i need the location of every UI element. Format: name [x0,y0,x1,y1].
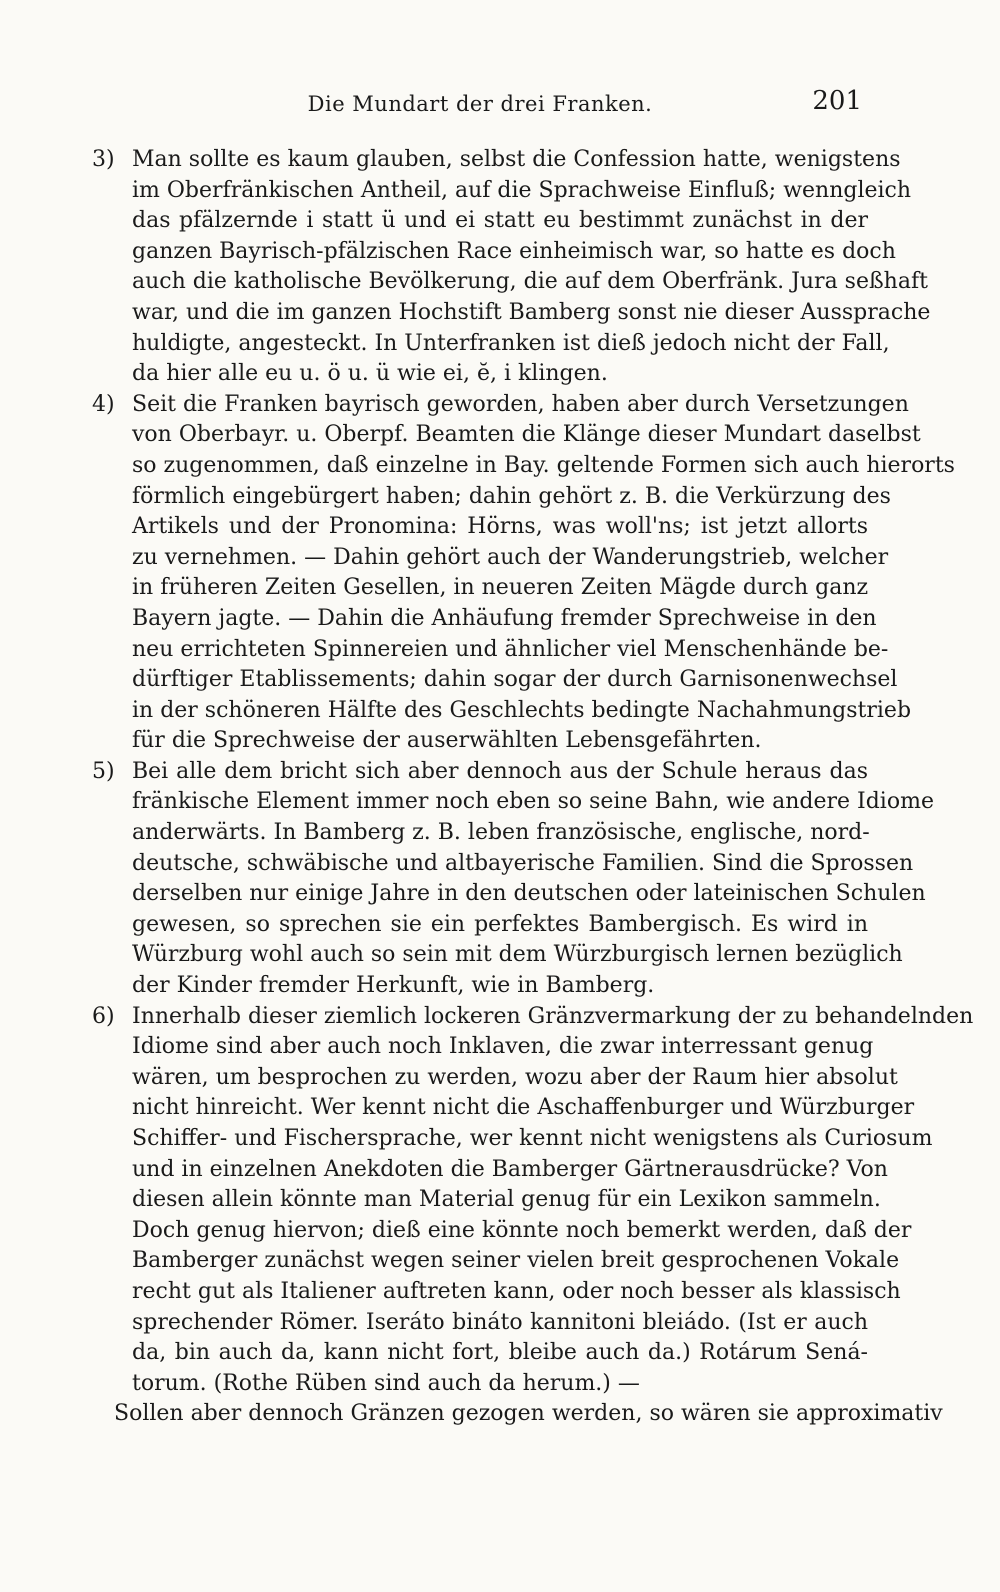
text-line: sprechender Römer. Iseráto bináto kannitoni bleiádo. (Ist er auch [132,1309,868,1335]
text-line: in früheren Zeiten Gesellen, in neueren Zeiten Mägde durch ganz [132,575,869,601]
text-line: neu errichteten Spinnereien und ähnlicher viel Menschenhände be- [132,636,889,662]
text-line: im Oberfränkischen Antheil, auf die Sprachweise Einfluß; wenngleich [132,177,912,203]
page-number: 201 [812,86,862,116]
text-line: Bayern jagte. — Dahin die Anhäufung fremder Sprechweise in den [132,605,877,631]
text-line: Sollen aber dennoch Gränzen gezogen werden, so wären sie approximativ [114,1401,943,1427]
text-line: und in einzelnen Anekdoten die Bamberger Gärtnerausdrücke? Von [132,1156,888,1182]
paragraph-number: 6) [92,1003,115,1029]
text-line: zu vernehmen. — Dahin gehört auch der Wanderungstrieb, welcher [132,544,889,570]
page-header [92,80,868,124]
numbered-paragraph-6 [92,1002,974,1400]
text-line: nicht hinreicht. Wer kennt nicht die Aschaffenburger und Würzburger [132,1095,915,1121]
text-line: für die Sprechweise der auserwählten Lebensgefährten. [132,728,762,754]
text-line: anderwärts. In Bamberg z. B. leben französische, englische, nord- [132,820,870,846]
text-line: Idiome sind aber auch noch Inklaven, die zwar interressant genug [132,1034,874,1060]
text-line: derselben nur einige Jahre in den deutschen oder lateinischen Schulen [132,881,926,907]
page-body [92,145,974,1430]
text-line: das pfälzernde i statt ü und ei statt eu bestimmt zunächst in der [132,208,868,234]
numbered-paragraph-4 [92,390,955,757]
text-line: Man sollte es kaum glauben, selbst die Confession hatte, wenigstens [132,147,901,172]
text-line: Doch genug hiervon; dieß eine könnte noch bemerkt werden, daß der [132,1217,912,1243]
closing-paragraph [92,1399,943,1430]
text-line: Seit die Franken bayrisch geworden, haben aber durch Versetzungen [132,391,909,417]
text-line: Innerhalb dieser ziemlich lockeren Gränzvermarkung der zu behandelnden [132,1003,974,1029]
numbered-paragraph-5 [92,757,934,1002]
text-line: Artikels und der Pronomina: Hörns, was woll'ns; ist jetzt allorts [132,514,868,540]
text-line: deutsche, schwäbische und altbayerische Familien. Sind die Sprossen [132,850,914,876]
text-line: da, bin auch da, kann nicht fort, bleibe auch da.) Rotárum Sená- [132,1340,868,1366]
text-line: huldigte, angesteckt. In Unterfranken ist dieß jedoch nicht der Fall, [132,330,890,356]
text-line: diesen allein könnte man Material genug für ein Lexikon sammeln. [132,1187,881,1213]
running-title: Die Mundart der drei Franken. [307,92,653,116]
text-line: Würzburg wohl auch so sein mit dem Würzburgisch lernen bezüglich [132,942,903,968]
text-line: recht gut als Italiener auftreten kann, oder noch besser als klassisch [132,1278,901,1304]
text-line: förmlich eingebürgert haben; dahin gehört z. B. die Verkürzung des [132,483,891,509]
text-line: gewesen, so sprechen sie ein perfektes Bambergisch. Es wird in [132,911,868,937]
text-line: torum. (Rothe Rüben sind auch da herum.) — [132,1370,640,1396]
paragraph-number: 3) [92,147,115,172]
paragraph-number: 4) [92,391,115,417]
text-line: auch die katholische Bevölkerung, die auf dem Oberfränk. Jura seßhaft [132,269,928,295]
text-line: wären, um besprochen zu werden, wozu aber der Raum hier absolut [132,1064,898,1090]
paragraph-number: 5) [92,758,115,784]
text-line: von Oberbayr. u. Oberpf. Beamten die Klänge dieser Mundart daselbst [132,422,921,448]
text-line: ganzen Bayrisch-pfälzischen Race einheimisch war, so hatte es doch [132,238,896,264]
text-line: fränkische Element immer noch eben so seine Bahn, wie andere Idiome [132,789,934,815]
text-line: in der schöneren Hälfte des Geschlechts bedingte Nachahmungstrieb [132,697,912,723]
text-line: dürftiger Etablissements; dahin sogar der durch Garnisonenwechsel [132,667,898,693]
numbered-paragraph-3 [92,145,931,390]
text-line: Schiffer- und Fischersprache, wer kennt nicht wenigstens als Curiosum [132,1126,933,1151]
text-line: Bamberger zunächst wegen seiner vielen breit gesprochenen Vokale [132,1248,900,1274]
text-line: war, und die im ganzen Hochstift Bamberg sonst nie dieser Aussprache [132,299,931,325]
text-line: Bei alle dem bricht sich aber dennoch aus der Schule heraus das [132,758,868,784]
text-line: da hier alle eu u. ö u. ü wie ei, ĕ, i klingen. [132,361,608,387]
text-line: so zugenommen, daß einzelne in Bay. geltende Formen sich auch hierorts [132,452,955,478]
text-line: der Kinder fremder Herkunft, wie in Bamberg. [132,973,655,999]
